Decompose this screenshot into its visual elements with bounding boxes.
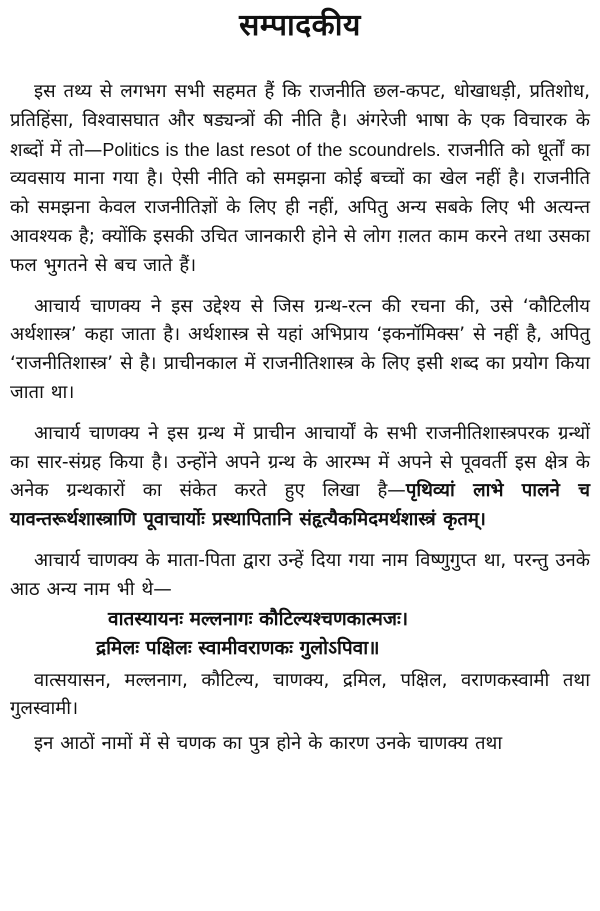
paragraph-1-text-b: राजनीति को धूर्तों का व्यवसाय माना गया है। ऐसी नीति को समझना कोई बच्चों का खेल नहीं है। राजनीति को समझना केवल राजनीतिज्ञों के लिए ही नहीं, अपितु अन्य सबके लिए भी अत्यन्त आवश्यक है; क्योंकि इसकी उचित जानकारी होने से लोग ग़लत काम करने तथा उसका फल भुगतने से बच जाते हैं। — [10, 139, 590, 276]
paragraph-1 — [10, 78, 590, 281]
sanskrit-quote: पृथिव्यां लाभे पालने च यावन्तरूर्थशास्त्राणि पूवाचार्योः प्रस्थापितानि संहृत्यैकमिदमर्थशास्त्रं कृतम्। — [10, 480, 590, 531]
verse-line-2: द्रमिलः पक्षिलः स्वामीवराणकः गुलोऽपिवा॥ — [96, 636, 380, 659]
paragraph-4: आचार्य चाणक्य के माता-पिता द्वारा उन्हें दिया गया नाम विष्णुगुप्त था, परन्तु उनके आठ अन्य नाम भी थे— — [10, 549, 590, 600]
page-title: सम्पादकीय — [239, 8, 361, 43]
paragraph-3 — [10, 420, 590, 535]
paragraph-1-text-a: इस तथ्य से लगभग सभी सहमत हैं कि राजनीति छल-कपट, धोखाधड़ी, प्रतिशोध, प्रतिहिंसा, विश्वासघात और षड्यन्त्रों की नीति है। अंगरेजी भाषा के एक विचारक के शब्दों में तो— — [10, 81, 590, 161]
verse-line-1: वातस्यायनः मल्लनागः कौटिल्यश्चणकात्मजः। — [108, 607, 409, 630]
paragraph-6: इन आठों नामों में से चणक का पुत्र होने के कारण उनके चाणक्य तथा — [34, 733, 503, 755]
paragraph-3-text: आचार्य चाणक्य ने इस ग्रन्थ में प्राचीन आचार्यों के सभी राजनीतिशास्त्रपरक ग्रन्थों का सार-संग्रह किया है। उन्होंने अपने ग्रन्थ के आरम्भ में अपने से पूववर्ती इस क्षेत्र के अनेक ग्रन्थकारों का संकेत करते हुए लिखा है— — [10, 422, 590, 502]
paragraph-2: आचार्य चाणक्य ने इस उद्देश्य से जिस ग्रन्थ-रत्न की रचना की, उसे ‘कौटिलीय अर्थशास्त्र’ कहा जाता है। अर्थशास्त्र से यहां अभिप्राय ‘इकनॉमिक्स’ से नहीं है, अपितु ‘राजनीतिशास्त्र’ से है। प्राचीनकाल में राजनीतिशास्त्र के लिए इसी शब्द का प्रयोग किया जाता था। — [10, 295, 590, 403]
paragraph-5: वात्सयासन, मल्लनाग, कौटिल्य, चाणक्य, द्रमिल, पक्षिल, वराणकस्वामी तथा गुलस्वामी। — [10, 669, 590, 720]
english-quote: Politics is the last resot of the scoundrels. — [102, 139, 441, 160]
